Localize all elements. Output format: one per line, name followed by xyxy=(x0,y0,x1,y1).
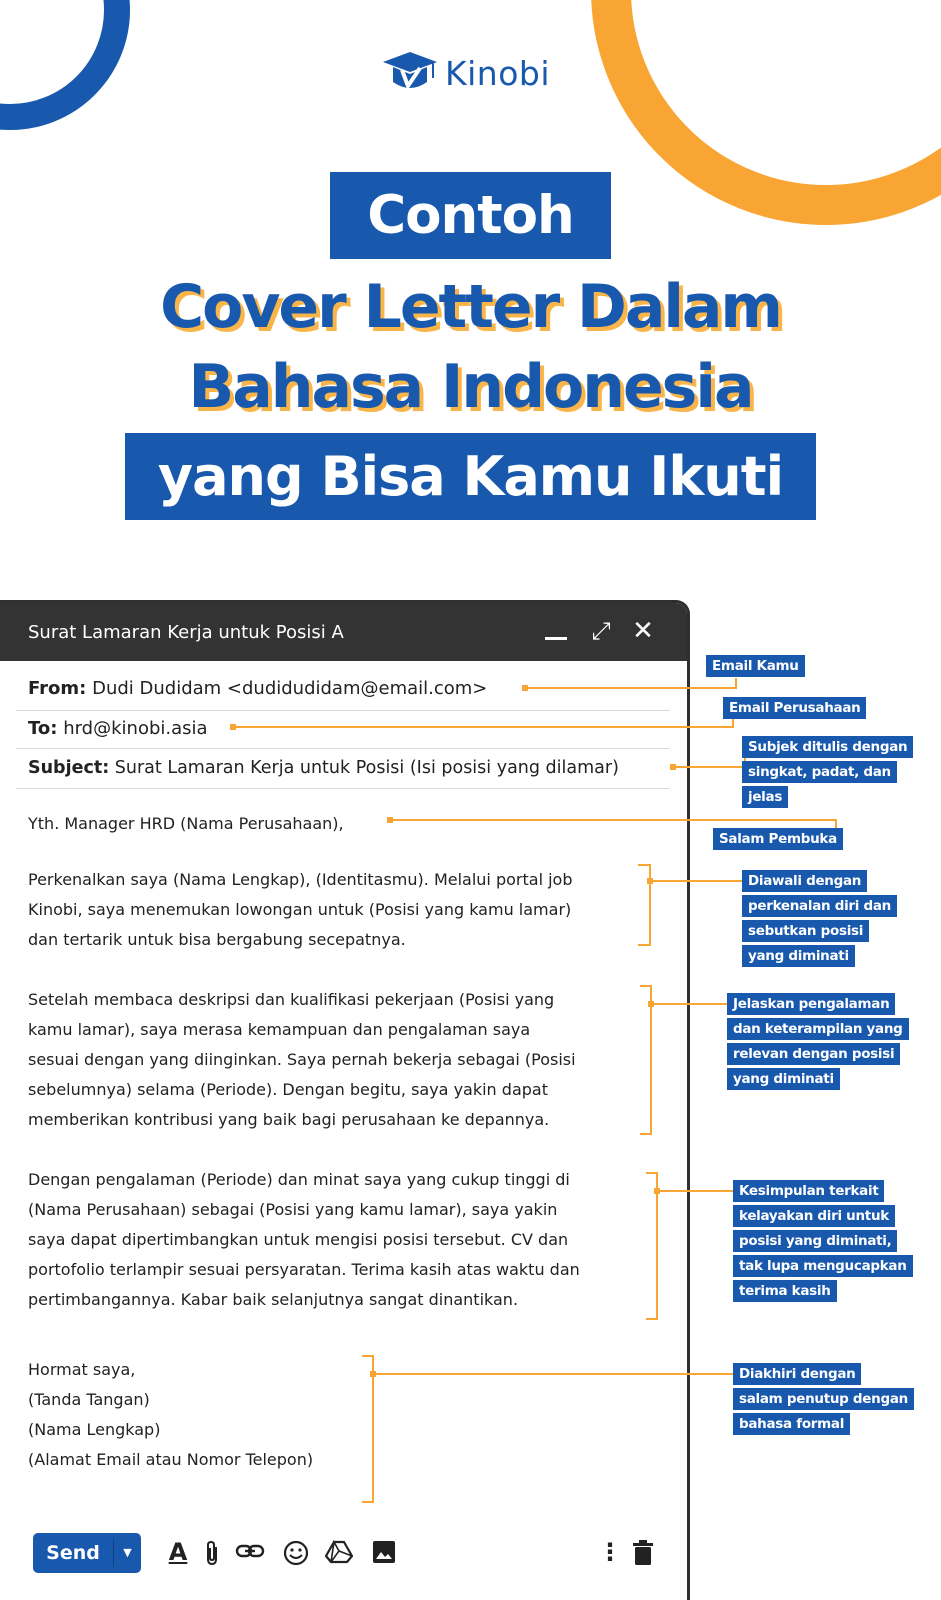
window-title-bar xyxy=(0,603,687,661)
annotation-line: kelayakan diri untuk xyxy=(733,1205,895,1227)
closing-line: (Alamat Email atau Nomor Telepon) xyxy=(28,1450,314,1469)
image-icon[interactable] xyxy=(369,1537,399,1567)
annotation-line: relevan dengan posisi xyxy=(727,1043,900,1065)
to-field[interactable] xyxy=(16,711,670,749)
trash-icon[interactable] xyxy=(628,1537,658,1567)
minimize-icon[interactable] xyxy=(540,615,572,647)
paragraph-line: portofolio terlampir sesuai persyaratan. Terima kasih atas waktu dan xyxy=(28,1260,580,1279)
subject-value: Surat Lamaran Kerja untuk Posisi (Isi posisi yang dilamar) xyxy=(114,758,619,778)
annotation-line: jelas xyxy=(742,786,788,808)
from-label: From: xyxy=(28,678,87,699)
emoji-icon[interactable] xyxy=(281,1537,311,1567)
send-button[interactable] xyxy=(33,1533,141,1573)
annotation-line: Kesimpulan terkait xyxy=(733,1180,884,1202)
to-value: hrd@kinobi.asia xyxy=(63,718,208,739)
subject-field[interactable] xyxy=(16,749,670,789)
close-icon[interactable]: ✕ xyxy=(632,616,654,646)
headline-line-1: Contoh xyxy=(330,172,611,259)
send-label: Send xyxy=(46,1542,100,1564)
annotation-line: sebutkan posisi xyxy=(742,920,869,942)
annotation-email-perusahaan: Email Perusahaan xyxy=(723,697,866,719)
link-icon[interactable] xyxy=(235,1537,265,1567)
headline-line-4: yang Bisa Kamu Ikuti xyxy=(125,433,816,520)
expand-icon[interactable]: ⤢ xyxy=(591,617,611,645)
annotation-line: posisi yang diminati, xyxy=(733,1230,897,1252)
annotation-line: tak lupa mengucapkan xyxy=(733,1255,913,1277)
paragraph-experience xyxy=(28,985,576,1135)
paragraph-line: Perkenalkan saya (Nama Lengkap), (Identitasmu). Melalui portal job xyxy=(28,870,573,889)
graduation-cap-icon xyxy=(381,50,439,96)
paragraph-intro xyxy=(28,865,572,955)
brand-name: Kinobi xyxy=(445,53,551,93)
attachment-icon[interactable] xyxy=(197,1537,227,1567)
annotation-line: perkenalan diri dan xyxy=(742,895,897,917)
subject-label: Subject: xyxy=(28,758,110,778)
paragraph-line: kamu lamar), saya merasa kemampuan dan pengalaman saya xyxy=(28,1020,531,1039)
decorative-arc-blue xyxy=(0,0,130,130)
paragraph-line: (Nama Perusahaan) sebagai (Posisi yang kamu lamar), saya yakin xyxy=(28,1200,558,1219)
closing-line: Hormat saya, xyxy=(28,1360,136,1379)
email-compose-window xyxy=(0,600,690,1600)
annotation-line: terima kasih xyxy=(733,1280,837,1302)
window-title: Surat Lamaran Kerja untuk Posisi A xyxy=(28,621,344,643)
paragraph-line: saya dapat dipertimbangkan untuk mengisi posisi tersebut. CV dan xyxy=(28,1230,569,1249)
annotation-line: bahasa formal xyxy=(733,1413,850,1435)
drive-icon[interactable] xyxy=(324,1537,354,1567)
decorative-arc-orange xyxy=(591,0,941,225)
paragraph-line: sesuai dengan yang diinginkan. Saya pernah bekerja sebagai (Posisi xyxy=(28,1050,576,1069)
paragraph-conclusion xyxy=(28,1165,580,1315)
to-label: To: xyxy=(28,718,58,739)
annotation-line: Diakhiri dengan xyxy=(733,1363,861,1385)
annotation-line: singkat, padat, dan xyxy=(742,761,897,783)
annotation-salam-pembuka: Salam Pembuka xyxy=(713,828,843,850)
more-vert-icon[interactable]: ⋮ xyxy=(598,1538,622,1566)
chevron-down-icon[interactable]: ▼ xyxy=(123,1546,132,1559)
paragraph-line: Kinobi, saya menemukan lowongan untuk (Posisi yang kamu lamar) xyxy=(28,900,572,919)
paragraph-line: sebelumnya) selama (Periode). Dengan begitu, saya yakin dapat xyxy=(28,1080,548,1099)
paragraph-line: Setelah membaca deskripsi dan kualifikasi pekerjaan (Posisi yang xyxy=(28,990,555,1009)
annotation-line: Diawali dengan xyxy=(742,870,867,892)
from-field[interactable] xyxy=(16,673,670,711)
from-value: Dudi Dudidam <dudidudidam@email.com> xyxy=(92,678,488,699)
annotation-line: dan keterampilan yang xyxy=(727,1018,909,1040)
compose-toolbar xyxy=(0,1523,690,1583)
brand-logo xyxy=(381,50,550,96)
annotation-line: Jelaskan pengalaman xyxy=(727,993,895,1015)
closing-line: (Tanda Tangan) xyxy=(28,1390,150,1409)
annotation-email-kamu: Email Kamu xyxy=(706,655,805,677)
closing-line: (Nama Lengkap) xyxy=(28,1420,161,1439)
annotation-line: salam penutup dengan xyxy=(733,1388,914,1410)
greeting-text: Yth. Manager HRD (Nama Perusahaan), xyxy=(28,814,344,833)
paragraph-line: memberikan kontribusi yang baik bagi perusahaan ke depannya. xyxy=(28,1110,550,1129)
headline-line-3: Bahasa Indonesia xyxy=(188,352,753,422)
format-text-icon[interactable]: A xyxy=(168,1538,188,1566)
annotation-line: yang diminati xyxy=(742,945,855,967)
headline-line-2: Cover Letter Dalam xyxy=(160,272,781,342)
paragraph-line: Dengan pengalaman (Periode) dan minat saya yang cukup tinggi di xyxy=(28,1170,570,1189)
paragraph-line: dan tertarik untuk bisa bergabung secepatnya. xyxy=(28,930,406,949)
closing-block xyxy=(28,1355,313,1475)
paragraph-line: pertimbangannya. Kabar baik selanjutnya sangat dinantikan. xyxy=(28,1290,519,1309)
annotation-line: Subjek ditulis dengan xyxy=(742,736,913,758)
annotation-line: yang diminati xyxy=(727,1068,840,1090)
